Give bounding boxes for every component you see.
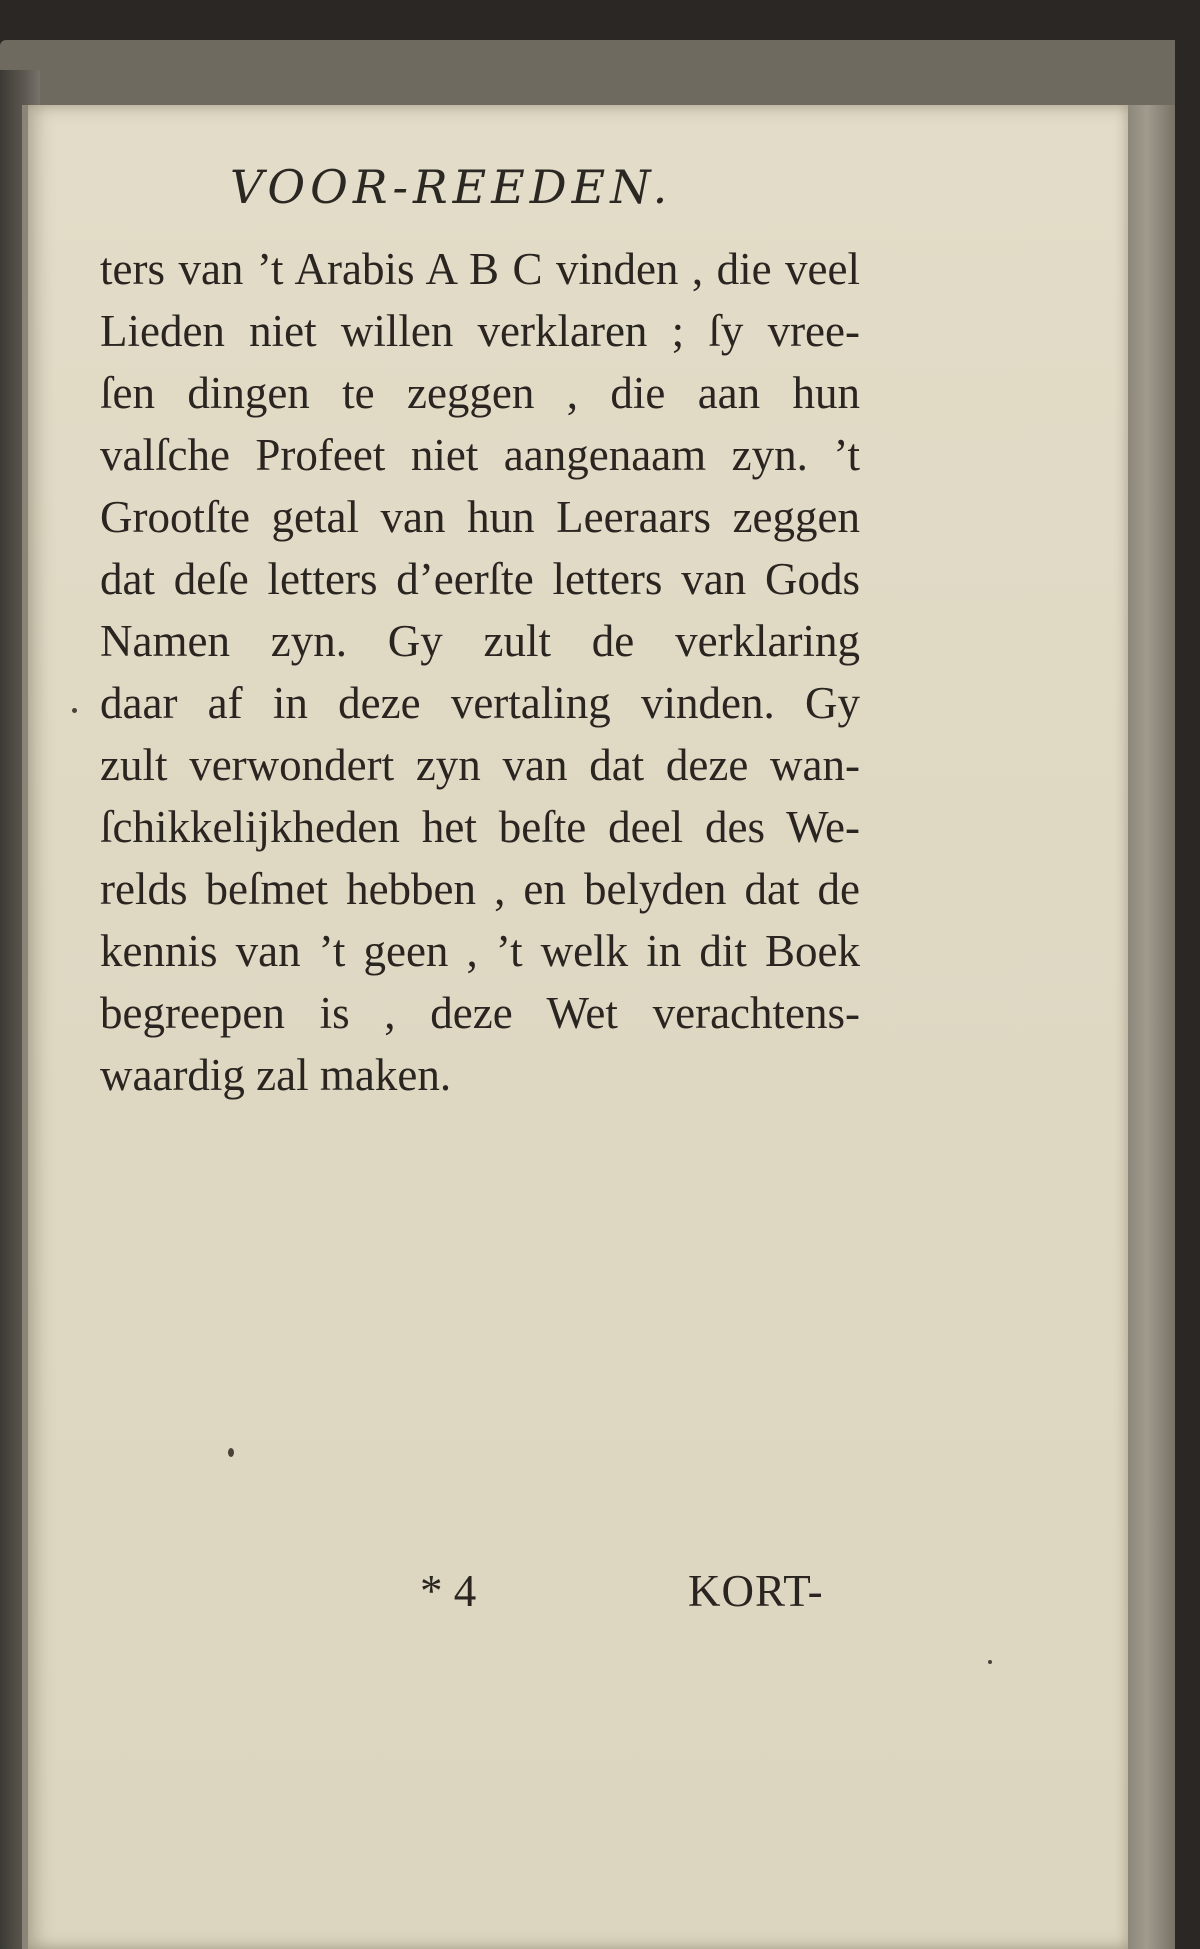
- text-line: kennis van ’t geen , ’t welk in dit Boek: [100, 926, 860, 976]
- text-line: Lieden niet willen verklaren ; ſy vree-: [100, 306, 860, 356]
- text-line: waardig zal maken.: [100, 1050, 452, 1100]
- text-line: zult verwondert zyn van dat deze wan-: [100, 740, 860, 790]
- ink-speck: [228, 1448, 234, 1457]
- running-head: VOOR-REEDEN.: [230, 160, 673, 214]
- ink-speck: [72, 708, 77, 713]
- text-line: Grootſte getal van hun Leeraars zeggen: [100, 492, 860, 542]
- text-line: valſche Profeet niet aangenaam zyn. ’t: [100, 430, 860, 480]
- text-line: ters van ’t Arabis A B C vinden , die veel: [100, 244, 860, 294]
- text-line: Namen zyn. Gy zult de verklaring: [100, 616, 860, 666]
- catchword: KORT-: [688, 1566, 824, 1616]
- text-line: daar af in deze vertaling vinden. Gy: [100, 678, 860, 728]
- body-text: [100, 238, 860, 1106]
- page-fore-edge: [1128, 105, 1175, 1949]
- text-line: begreepen is , deze Wet verachtens-: [100, 988, 860, 1038]
- ink-speck: [988, 1660, 992, 1664]
- text-line: ſchikkelijkheden het beſte deel des We-: [100, 802, 860, 852]
- text-line: relds beſmet hebben , en belyden dat de: [100, 864, 860, 914]
- signature-mark: * 4: [420, 1566, 477, 1616]
- text-line: ſen dingen te zeggen , die aan hun: [100, 368, 860, 418]
- text-line: dat deſe letters d’eerſte letters van Gods: [100, 554, 860, 604]
